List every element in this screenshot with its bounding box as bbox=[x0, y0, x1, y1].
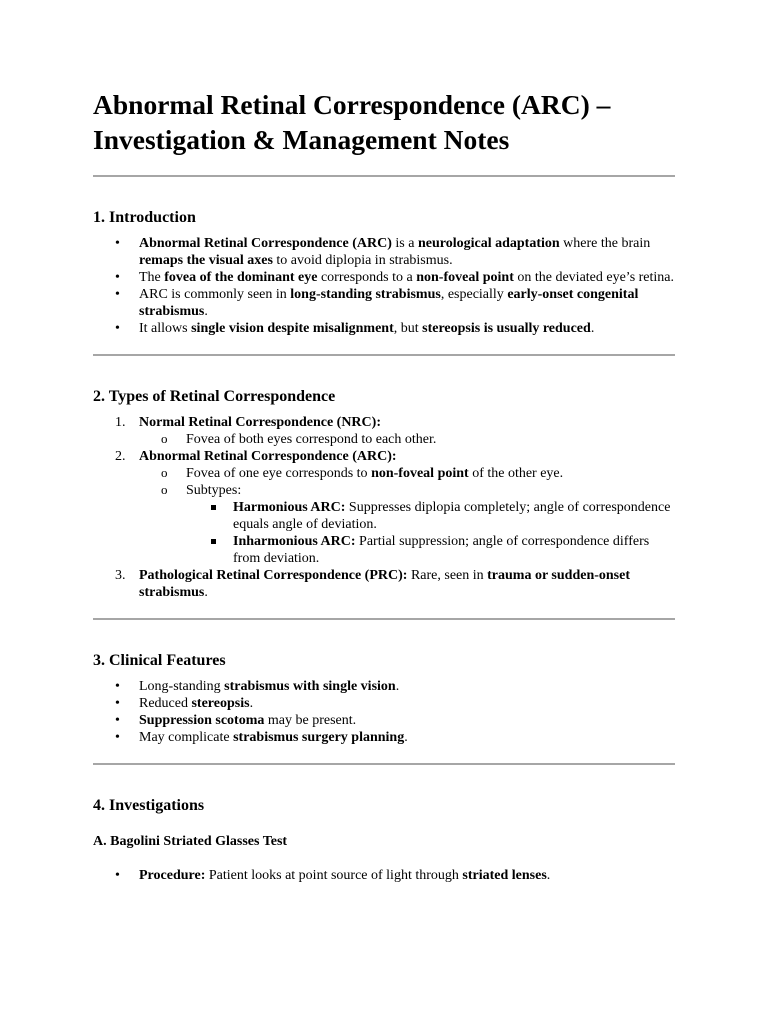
bold-text: Suppression scotoma bbox=[139, 713, 265, 728]
list-item bbox=[93, 320, 675, 337]
text-run: ARC is commonly seen in bbox=[139, 287, 291, 302]
nrc-sublist bbox=[139, 431, 675, 448]
bold-text: trauma or sudden-onset strabismus bbox=[139, 568, 631, 600]
types-list bbox=[93, 414, 675, 601]
divider bbox=[93, 175, 675, 177]
text-run: . bbox=[249, 696, 254, 711]
sub-list-item bbox=[139, 465, 675, 482]
bold-text: striated lenses bbox=[462, 868, 547, 883]
text-run: . bbox=[546, 868, 551, 883]
text-run: , but bbox=[393, 321, 423, 336]
bold-text: neurological adaptation bbox=[417, 236, 560, 251]
bold-text: strabismus with single vision bbox=[224, 679, 396, 694]
bold-text: Inharmonious ARC: bbox=[233, 534, 356, 549]
text-run: Patient looks at point source of light through bbox=[205, 868, 463, 883]
page-title: Abnormal Retinal Correspondence (ARC) – Investigation & Management Notes bbox=[93, 89, 611, 155]
text-run: It allows bbox=[139, 321, 192, 336]
list-item bbox=[93, 286, 675, 320]
divider bbox=[93, 354, 675, 356]
text-run: corresponds to a bbox=[317, 270, 417, 285]
text-run: Partial suppression; angle of correspondence differs from deviation. bbox=[233, 534, 650, 566]
bold-text: Procedure: bbox=[139, 868, 206, 883]
nrc-label: Normal Retinal Correspondence (NRC): bbox=[139, 415, 381, 430]
prc-text bbox=[139, 568, 630, 600]
section-heading-introduction: 1. Introduction bbox=[93, 209, 196, 226]
divider bbox=[93, 618, 675, 620]
introduction-list bbox=[93, 235, 675, 337]
list-item bbox=[93, 678, 675, 695]
text-run: The bbox=[139, 270, 165, 285]
bold-text: Abnormal Retinal Correspondence (ARC) bbox=[139, 236, 392, 251]
bold-text: long-standing strabismus bbox=[290, 287, 441, 302]
list-item-arc bbox=[93, 448, 675, 567]
subtypes-list bbox=[186, 499, 675, 567]
text-run: . bbox=[404, 730, 408, 745]
list-item-prc bbox=[93, 567, 675, 601]
sub-list-item: o Fovea of both eyes correspond to each other. bbox=[139, 431, 675, 448]
list-number: 3. bbox=[115, 568, 126, 583]
text-run: to avoid diplopia in strabismus. bbox=[272, 253, 453, 268]
text-run: . bbox=[395, 679, 400, 694]
list-item-nrc bbox=[93, 414, 675, 448]
text-run: . bbox=[590, 321, 595, 336]
list-item bbox=[93, 867, 675, 884]
arc-label: Abnormal Retinal Correspondence (ARC): bbox=[139, 449, 397, 464]
list-item bbox=[93, 729, 675, 746]
subtypes-label: Subtypes: bbox=[186, 483, 242, 498]
text-run: May complicate bbox=[139, 730, 234, 745]
text-run: is a bbox=[391, 236, 418, 251]
list-item bbox=[93, 269, 675, 286]
bold-text: non-foveal point bbox=[371, 466, 469, 481]
list-item bbox=[93, 235, 675, 269]
section-heading-clinical-features: 3. Clinical Features bbox=[93, 652, 226, 669]
bold-text: fovea of the dominant eye bbox=[164, 270, 318, 285]
text-run: Reduced bbox=[139, 696, 192, 711]
text-run: . bbox=[204, 304, 208, 319]
text-run: may be present. bbox=[264, 713, 357, 728]
arc-sublist bbox=[139, 465, 675, 567]
bold-text: Pathological Retinal Correspondence (PRC): bbox=[139, 568, 408, 583]
text-run: Long-standing bbox=[139, 679, 225, 694]
subtype-item bbox=[186, 499, 675, 533]
divider bbox=[93, 763, 675, 765]
list-number: 1. bbox=[115, 415, 126, 430]
text-run: of the other eye. bbox=[468, 466, 564, 481]
bold-text: strabismus surgery planning bbox=[233, 730, 405, 745]
text-run: Fovea of one eye corresponds to bbox=[186, 466, 372, 481]
sub-list-item bbox=[139, 482, 675, 567]
bold-text: stereopsis is usually reduced bbox=[422, 321, 591, 336]
list-item bbox=[93, 695, 675, 712]
list-number: 2. bbox=[115, 449, 126, 464]
bold-text: Harmonious ARC: bbox=[233, 500, 346, 515]
section-heading-investigations: 4. Investigations bbox=[93, 797, 205, 814]
list-item bbox=[93, 712, 675, 729]
text-run: Suppresses diplopia completely; angle of correspondence equals angle of deviation. bbox=[233, 500, 671, 532]
bold-text: single vision despite misalignment bbox=[191, 321, 394, 336]
clinical-features-list bbox=[93, 678, 675, 746]
text-run: Rare, seen in bbox=[407, 568, 488, 583]
text-run: , especially bbox=[440, 287, 508, 302]
text-run: where the brain bbox=[559, 236, 651, 251]
bold-text: early-onset congenital strabismus bbox=[139, 287, 639, 319]
subsection-heading-bagolini: A. Bagolini Striated Glasses Test bbox=[93, 834, 288, 849]
section-heading-types: 2. Types of Retinal Correspondence bbox=[93, 388, 336, 405]
document-content bbox=[93, 87, 675, 884]
bold-text: non-foveal point bbox=[416, 270, 514, 285]
subtype-item bbox=[186, 533, 675, 567]
bold-text: stereopsis bbox=[191, 696, 250, 711]
text-run: . bbox=[204, 585, 208, 600]
text-run: on the deviated eye’s retina. bbox=[513, 270, 675, 285]
bagolini-list bbox=[93, 867, 675, 884]
bold-text: remaps the visual axes bbox=[139, 253, 273, 268]
